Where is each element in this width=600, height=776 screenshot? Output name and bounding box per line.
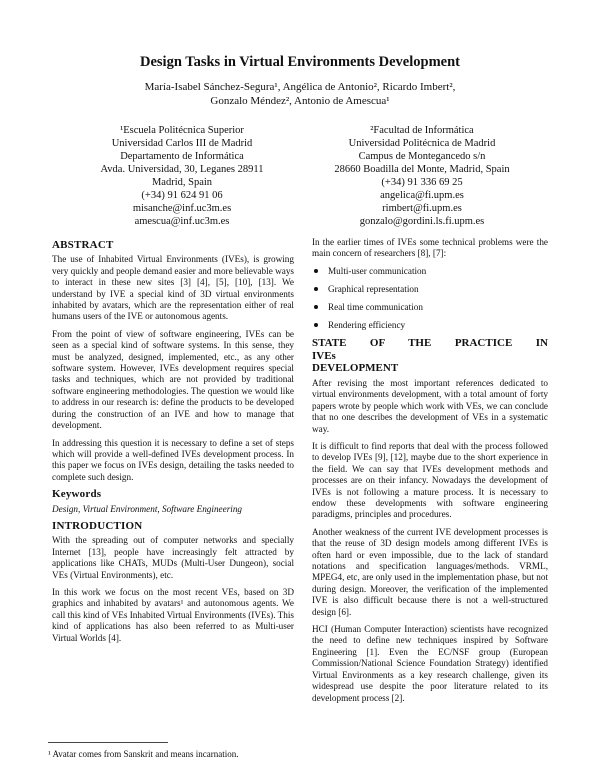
list-item: Graphical representation [312,284,548,295]
affiliation-email: amescua@inf.uc3m.es [134,216,230,227]
affiliation-line: Universidad Carlos III de Madrid [111,138,253,149]
abstract-paragraph: The use of Inhabited Virtual Environments (IVEs), is growing very quickly and people demand easier and more believable ways to interact in these new sites [3] [4], [5], [10], [13]. We understand by IVE a special kind of 3D virtual environments inhabited by avatars, which are the representation either of real humans users of the IVE or autonomous agents. [52,254,294,322]
footnote: ¹ Avatar comes from Sanskrit and means incarnation. [48,749,239,759]
affiliation-left [62,124,302,228]
abstract-heading: ABSTRACT [52,239,114,251]
bullet-icon [314,305,318,309]
left-column [52,240,294,650]
body-paragraph: HCI (Human Computer Interaction) scientists have recognized the need to define new techniques inspired by Software Engineering [1]. Even the EC/NSF group (European Commission/National Science Foundation Strategy) identified Virtual Environments as a key research challenge, given its widespread use despite the poor literature related to its development process [2]. [312,624,548,703]
bullet-icon [314,323,318,327]
introduction-paragraph: In this work we focus on the most recent VEs, based on 3D graphics and inhabited by avatars¹ and autonomous agents. We call this kind of VEs Inhabited Virtual Environments (IVEs). This kind of applications has also been referred to as Multi-user Virtual Worlds [4]. [52,586,294,643]
affiliation-email: rimbert@fi.upm.es [382,203,462,214]
affiliation-right [302,124,542,228]
author-list [0,80,600,108]
keywords-heading: Keywords [52,488,102,501]
affiliation-line: ¹Escuela Politécnica Superior [120,125,244,136]
heading-text: STATE OF THE PRACTICE IN IVEs [312,337,548,362]
affiliation-email: gonzalo@gordini.ls.fi.upm.es [359,216,485,227]
list-item: Rendering efficiency [312,320,548,331]
affiliation-line: Campus de Montegancedo s/n [358,151,486,162]
affiliation-line: (+34) 91 624 91 06 [141,190,223,201]
bullet-list [312,266,548,331]
state-of-practice-heading [312,337,548,375]
bullet-icon [314,269,318,273]
right-column [312,237,548,710]
affiliation-email: misanche@inf.uc3m.es [132,203,232,214]
affiliation-line: Avda. Universidad, 30, Leganes 28911 [100,164,264,175]
heading-line [312,337,548,362]
body-paragraph: After revising the most important references dedicated to virtual environments development, with a total amount of forty papers wrote by people which work with VEs, we can conclude that no one describes the development of VEs in a systematic way. [312,377,548,434]
abstract-paragraph: In addressing this question it is necessary to define a set of steps which will provide a well-defined IVEs development process. In this paper we focus on IVEs design, detailing the tasks needed to complete such design. [52,437,294,482]
affiliation-line: ²Facultad de Informática [370,125,474,136]
body-paragraph: Another weakness of the current IVE development processes is that the reuse of 3D design models among different IVEs is often hard or even impossible, due to the lack of standard notations and specification languages/methods. VRML, MPEG4, etc, are only used in the implementation phase, but not during design. Moreover, the verification of the implemented IVE is also difficult because there is not a well-structured design [6]. [312,526,548,617]
affiliation-email: angelica@fi.upm.es [380,190,464,201]
affiliation-line: Madrid, Spain [151,177,213,188]
affiliation-line: (+34) 91 336 69 25 [381,177,463,188]
heading-line: DEVELOPMENT [312,362,399,375]
footnote-divider [48,742,168,743]
body-paragraph: It is difficult to find reports that deal with the process followed to develop IVEs [9], [12], maybe due to the short experience in the field. We can say that IVEs development methods and processes are on their infancy. Nowadays the development of IVEs is not following a mature process. It is necessary to endow these developments with software engineering paradigms, principles and procedures. [312,440,548,520]
list-item: Real time communication [312,302,548,313]
affiliation-line: Departamento de Informática [120,151,244,162]
body-paragraph: In the earlier times of IVEs some technical problems were the main concern of researchers [8], [7]: [312,237,548,259]
authors-line-1: María-Isabel Sánchez-Segura¹, Angélica de Antonio², Ricardo Imbert², [144,81,456,93]
introduction-paragraph: With the spreading out of computer networks and specially Internet [13], people have increasingly felt attracted by applications like CHATs, MUDs (Multi-User Dungeon), social VEs (Virtual Environments), etc. [52,535,294,580]
paper-title: Design Tasks in Virtual Environments Development [140,54,460,70]
affiliation-line: Universidad Politécnica de Madrid [348,138,496,149]
bullet-icon [314,287,318,291]
authors-line-2: Gonzalo Méndez², Antonio de Amescua¹ [210,95,390,107]
introduction-heading: INTRODUCTION [52,519,143,532]
abstract-paragraph: From the point of view of software engineering, IVEs can be seen as a special kind of software systems. In this sense, they must be analyzed, designed, implemented, etc., as any other software system. However, IVEs development requires special tasks and techniques, which are not provided by traditional software engineering methodologies. The question we would like to address in our research is: define the products to be developed during the construction of an IVE and how to manage that development. [52,328,294,431]
affiliation-line: 28660 Boadilla del Monte, Madrid, Spain [334,164,510,175]
keywords-text: Design, Virtual Environment, Software Engineering [52,503,243,514]
list-item: Multi-user communication [312,266,548,277]
